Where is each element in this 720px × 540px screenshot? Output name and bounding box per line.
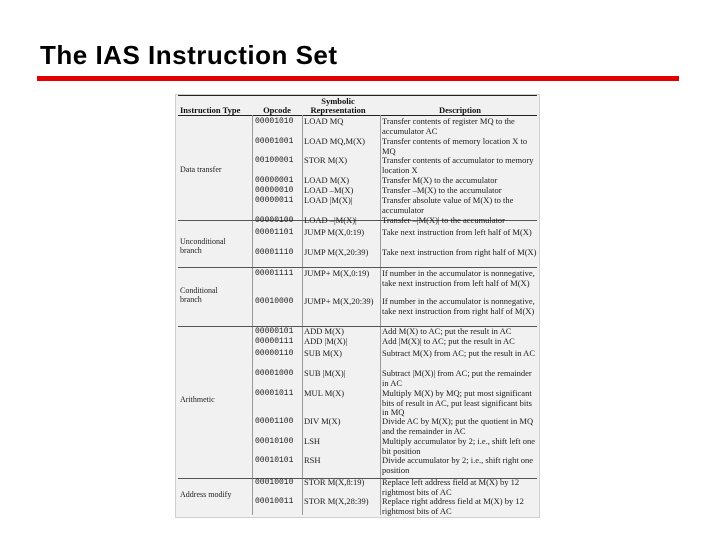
description-cell: Transfer –|M(X)| to the accumulator xyxy=(382,215,506,225)
symbolic-cell: STOR M(X) xyxy=(304,155,348,165)
opcode-cell: 00010101 xyxy=(255,456,294,465)
description-cell: Replace right address field at M(X) by 12 rightmost bits of AC xyxy=(382,496,524,516)
symbolic-cell: MUL M(X) xyxy=(304,388,345,398)
column-divider xyxy=(252,115,253,515)
description-cell: Multiply accumulator by 2; i.e., shift left one bit position xyxy=(382,436,535,456)
description-cell: Subtract M(X) from AC; put the result in AC xyxy=(382,348,535,358)
opcode-cell: 00000001 xyxy=(255,176,294,185)
header-description: Description xyxy=(438,105,482,115)
opcode-cell: 00010000 xyxy=(255,297,294,306)
symbolic-cell: DIV M(X) xyxy=(304,416,341,426)
opcode-cell: 00010010 xyxy=(255,478,294,487)
header-opcode: Opcode xyxy=(263,105,291,115)
description-cell: Transfer –M(X) to the accumulator xyxy=(382,185,502,195)
opcode-cell: 00001000 xyxy=(255,369,294,378)
symbolic-cell: LOAD –|M(X)| xyxy=(304,215,357,225)
symbolic-cell: RSH xyxy=(304,455,321,465)
description-cell: Subtract |M(X)| from AC; put the remainder in AC xyxy=(382,368,532,388)
header-symbolic: Symbolic Representation xyxy=(310,96,366,115)
opcode-cell: 00000010 xyxy=(255,186,294,195)
description-cell: Transfer M(X) to the accumulator xyxy=(382,175,498,185)
slide-title: The IAS Instruction Set xyxy=(40,40,338,70)
opcode-cell: 00001001 xyxy=(255,137,294,146)
group-conditional-branch: Conditional branch xyxy=(180,286,218,304)
symbolic-cell: LOAD M(X) xyxy=(304,175,350,185)
symbolic-cell: SUB |M(X)| xyxy=(304,368,346,378)
description-cell: Multiply M(X) by MQ; put most significant bits of result in AC, put least significant bits in MQ xyxy=(382,388,532,417)
header-instruction-type: Instruction Type xyxy=(180,105,241,115)
symbolic-cell: ADD |M(X)| xyxy=(304,336,348,346)
symbolic-cell: JUMP+ M(X,0:19) xyxy=(304,268,370,278)
description-cell: Add |M(X)| to AC; put the result in AC xyxy=(382,336,515,346)
opcode-cell: 00001110 xyxy=(255,248,294,257)
description-cell: Transfer absolute value of M(X) to the accumulator xyxy=(382,195,514,215)
opcode-cell: 00001011 xyxy=(255,389,294,398)
description-cell: Take next instruction from left half of M(X) xyxy=(382,227,532,237)
opcode-cell: 00000011 xyxy=(255,196,294,205)
opcode-cell: 00001100 xyxy=(255,417,294,426)
description-cell: If number in the accumulator is nonnegative, take next instruction from right half of M(X) xyxy=(382,296,535,316)
symbolic-cell: LOAD –M(X) xyxy=(304,185,354,195)
description-cell: Divide AC by M(X); put the quotient in MQ and the remainder in AC xyxy=(382,416,534,436)
description-cell: Take next instruction from right half of M(X) xyxy=(382,247,537,257)
group-data-transfer: Data transfer xyxy=(180,165,222,174)
column-divider xyxy=(380,115,381,515)
opcode-cell: 00000110 xyxy=(255,349,294,358)
description-cell: Transfer contents of accumulator to memory location X xyxy=(382,155,534,175)
title-underline xyxy=(37,76,679,81)
description-cell: Transfer contents of register MQ to the accumulator AC xyxy=(382,116,515,136)
instruction-set-table xyxy=(175,94,540,518)
description-cell: Add M(X) to AC; put the result in AC xyxy=(382,326,512,336)
opcode-cell: 00001010 xyxy=(255,117,294,126)
description-cell: Replace left address field at M(X) by 12 rightmost bits of AC xyxy=(382,477,520,497)
opcode-cell: 00100001 xyxy=(255,156,294,165)
group-address-modify: Address modify xyxy=(180,490,232,499)
opcode-cell: 00001111 xyxy=(255,269,294,278)
symbolic-cell: STOR M(X,8:19) xyxy=(304,477,365,487)
group-arithmetic: Arithmetic xyxy=(180,395,215,404)
opcode-cell: 00000101 xyxy=(255,327,294,336)
column-divider xyxy=(302,115,303,515)
description-cell: Divide accumulator by 2; i.e., shift right one position xyxy=(382,455,534,475)
opcode-cell: 00000100 xyxy=(255,216,294,225)
opcode-cell: 00010100 xyxy=(255,437,294,446)
description-cell: Transfer contents of memory location X to MQ xyxy=(382,136,528,156)
opcode-cell: 00000111 xyxy=(255,337,294,346)
opcode-cell: 00010011 xyxy=(255,497,294,506)
symbolic-cell: LOAD |M(X)| xyxy=(304,195,353,205)
header-top-rule xyxy=(178,95,537,96)
symbolic-cell: LOAD MQ xyxy=(304,116,344,126)
symbolic-cell: ADD M(X) xyxy=(304,326,344,336)
symbolic-cell: SUB M(X) xyxy=(304,348,343,358)
symbolic-cell: STOR M(X,28:39) xyxy=(304,496,369,506)
symbolic-cell: JUMP M(X,20:39) xyxy=(304,247,369,257)
symbolic-cell: LSH xyxy=(304,436,321,446)
symbolic-cell: JUMP+ M(X,20:39) xyxy=(304,296,374,306)
opcode-cell: 00001101 xyxy=(255,228,294,237)
symbolic-cell: JUMP M(X,0:19) xyxy=(304,227,365,237)
group-unconditional-branch: Unconditional branch xyxy=(180,237,226,255)
symbolic-cell: LOAD MQ,M(X) xyxy=(304,136,365,146)
description-cell: If number in the accumulator is nonnegative, take next instruction from left half of M(X) xyxy=(382,268,535,288)
